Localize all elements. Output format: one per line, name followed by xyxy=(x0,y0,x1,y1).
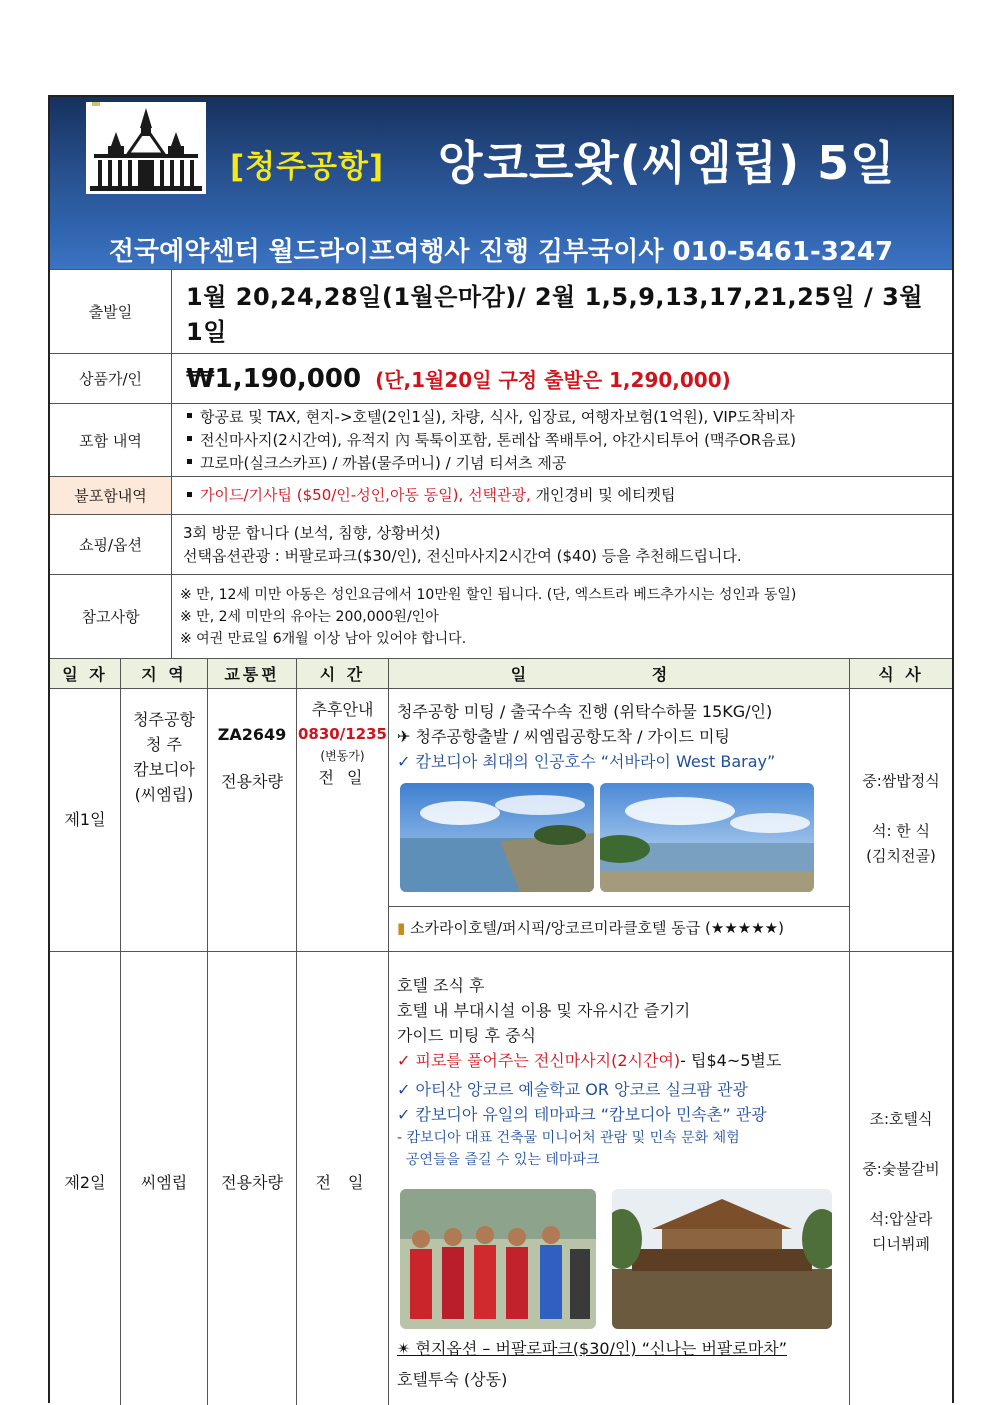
day2-time: 전 일 xyxy=(315,1173,370,1192)
exclude-row xyxy=(50,476,952,514)
include-row xyxy=(50,403,952,476)
day1-schedule: 청주공항 미팅 / 출국수속 진행 (위탁수하물 15KG/인) ✈ 청주공항출발 / 씨엠립공항도착 / 가이드 미팅 ✓ 캄보디아 최대의 인공호수 “서바라이 West Baray” xyxy=(397,702,776,771)
include-item: 항공료 및 TAX, 현지->호텔(2인1실), 차량, 식사, 입장료, 여행자보험(1억원), VIP도착비자 xyxy=(183,406,944,429)
folk-village-pavilion-photo xyxy=(612,1189,832,1329)
day2-transport: 전용차량 xyxy=(221,1173,283,1192)
day1-meals: 중:쌈밥정식 석: 한 식 (김치전골) xyxy=(862,772,940,865)
folk-village-dancers-photo xyxy=(400,1189,596,1329)
header-transport: 교통편 xyxy=(224,665,280,684)
exclude-label: 불포함내역 xyxy=(50,477,172,514)
note-line: ※ 만, 2세 미만의 유아는 200,000원/인아 xyxy=(180,608,439,625)
day2-meals: 조:호텔식 중:숯불갈비 석:압살라 디너뷔페 xyxy=(862,1110,940,1253)
include-item: 끄로마(실크스카프) / 까봅(물주머니) / 기념 티셔츠 제공 xyxy=(183,452,944,475)
itinerary-header xyxy=(50,658,952,689)
page-title: 앙코르왓(씨엠립) 5일 xyxy=(438,136,896,190)
header-region: 지 역 xyxy=(141,665,187,684)
notes-label: 참고사항 xyxy=(50,575,172,658)
west-baray-photo-1 xyxy=(400,783,594,892)
header-day: 일 자 xyxy=(62,665,108,684)
price-note: (단,1월20일 구정 출발은 1,290,000) xyxy=(375,368,731,392)
day1-hotel: ▮ 소카라이호텔/퍼시픽/앙코르미라클호텔 동급 (★★★★★) xyxy=(397,919,784,937)
departure-dates: 1월 20,24,28일(1월은마감)/ 2월 1,5,9,13,17,21,25일 / 3월 1일 xyxy=(186,282,924,346)
day2-schedule: 호텔 조식 후 호텔 내 부대시설 이용 및 자유시간 즐기기 가이드 미팅 후 중식 ✓ 피로를 풀어주는 전신마사지(2시간여)- 팁$4~5별도 ✓ 아티산 앙코르 예술학교 OR 앙코르 실크팜 관광 ✓ 캄보디아 유일의 테마파크 “캄보디아 민속촌” 관광 - 캄보디아 대표 건축물 미니어처 관람 및 민속 문화 체험 공연들을 즐길 수 있는 테마파크 xyxy=(397,976,782,1168)
day1-label: 제1일 xyxy=(64,810,106,829)
shopping-label: 쇼핑/옵션 xyxy=(50,515,172,574)
day2-region: 씨엠립 xyxy=(140,1173,188,1192)
departure-label: 출발일 xyxy=(50,270,172,353)
west-baray-photo-2 xyxy=(600,783,814,892)
price-label: 상품가/인 xyxy=(50,354,172,403)
exclude-text: 가이드/기사팁 ($50/인-성인,아동 동일), 선택관광, 개인경비 및 에티켓팁 xyxy=(183,484,944,507)
day1-region: 청주공항 청 주 캄보디아 (씨엠립) xyxy=(133,710,195,804)
include-item: 전신마사지(2시간여), 유적지 內 툭툭이포함, 톤레삽 쪽배투어, 야간시티투어 (맥주OR음료) xyxy=(183,429,944,452)
header-banner xyxy=(50,97,952,269)
price-row xyxy=(50,353,952,403)
header-time: 시 간 xyxy=(319,665,366,684)
note-line: ※ 여권 만료일 6개월 이상 남아 있어야 합니다. xyxy=(180,630,467,647)
notes-row xyxy=(50,574,952,658)
shopping-row xyxy=(50,514,952,574)
shopping-line: 3회 방문 합니다 (보석, 침향, 상황버섯) xyxy=(183,523,441,542)
agency-contact: 전국예약센터 월드라이프여행사 진행 김부국이사 010-5461-3247 xyxy=(108,237,894,267)
include-label: 포함 내역 xyxy=(50,404,172,476)
header-schedule: 일 정 xyxy=(510,665,728,684)
day1-transport: ZA2649 전용차량 xyxy=(217,725,287,791)
brochure-page xyxy=(48,95,954,1403)
note-line: ※ 만, 12세 미만 아동은 성인요금에서 10만원 할인 됩니다. (단, 엑스트라 베드추가시는 성인과 동일) xyxy=(180,586,797,603)
day2-label: 제2일 xyxy=(64,1173,106,1192)
price-value: ₩1,190,000 xyxy=(186,363,362,394)
shopping-line: 선택옵션관광 : 버팔로파크($30/인), 전신마사지2시간여 ($40) 등을 추천해드립니다. xyxy=(183,546,742,565)
departure-row xyxy=(50,269,952,353)
header-meals: 식 사 xyxy=(878,665,924,684)
day2-extra: ✴ 현지옵션 – 버팔로파크($30/인) “신나는 버팔로마차” 호텔투숙 (상동) xyxy=(397,1339,788,1389)
temple-icon xyxy=(86,102,206,194)
airport-tag: [청주공항] xyxy=(230,149,385,185)
day1-time: 추후안내 0830/1235 (변동가) 전 일 xyxy=(298,700,387,787)
